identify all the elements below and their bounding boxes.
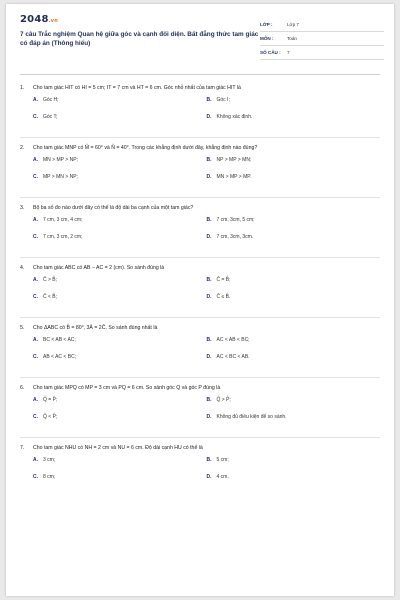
meta-label: MÔN :	[260, 36, 274, 41]
option-letter: A.	[33, 217, 38, 223]
answer-option-d[interactable]	[207, 413, 381, 421]
option-text: Góc I;	[216, 97, 230, 103]
meta-label: LỚP :	[260, 22, 273, 27]
option-text: 7 cm, 3 cm, 2 cm;	[43, 234, 83, 240]
option-letter: C.	[33, 234, 38, 240]
question-text: Cho ΔABC có B̂ = 80°, 3Â = 2Ĉ. So sánh đúng nhất là	[33, 325, 158, 331]
answer-option-d[interactable]	[207, 473, 381, 481]
answer-option-c[interactable]	[33, 353, 207, 361]
option-letter: A.	[33, 457, 38, 463]
answer-option-a[interactable]	[33, 456, 207, 464]
meta-value: Lớp 7	[287, 22, 299, 27]
option-text: 4 cm.	[216, 474, 229, 480]
answer-option-a[interactable]	[33, 396, 207, 404]
question-item	[20, 444, 380, 498]
question-number: 6.	[20, 385, 25, 391]
option-letter: D.	[206, 414, 212, 420]
question-number: 7.	[20, 445, 25, 451]
option-letter: A.	[33, 397, 38, 403]
option-text: MN > MP > NP;	[43, 157, 78, 163]
question-text: Cho tam giác MPQ có MP = 3 cm và PQ = 6 cm. So sánh góc Q và góc P đúng là	[33, 385, 221, 391]
answer-option-a[interactable]	[33, 336, 207, 344]
option-text: 8 cm;	[43, 474, 56, 480]
option-letter: B.	[206, 97, 212, 103]
option-text: NP > MP > MN;	[216, 157, 252, 163]
option-letter: B.	[206, 277, 212, 283]
option-text: Ĉ = B̂;	[216, 277, 231, 283]
question-item	[20, 384, 380, 438]
question-number: 5.	[20, 325, 25, 331]
option-letter: A.	[33, 277, 38, 283]
question-list	[20, 84, 380, 504]
question-item	[20, 264, 380, 318]
option-text: AC < BC < AB.	[216, 354, 250, 360]
question-text: Cho tam giác MNP có M̂ = 60° và N̂ = 40°. Trong các khẳng định dưới đây, khẳng định nào đúng?	[33, 145, 258, 151]
option-letter: C.	[33, 414, 38, 420]
answer-option-a[interactable]	[33, 96, 207, 104]
answer-option-b[interactable]	[207, 336, 381, 344]
question-number: 3.	[20, 205, 25, 211]
option-letter: B.	[206, 217, 212, 223]
question-item	[20, 84, 380, 138]
option-letter: D.	[206, 114, 212, 120]
question-number: 1.	[20, 85, 25, 91]
option-text: 5 cm;	[216, 457, 229, 463]
option-text: 3 cm;	[43, 457, 56, 463]
question-text: Cho tam giác ABC có AB − AC = 2 (cm). So sánh đúng là	[33, 265, 165, 271]
option-text: Q̂ = P̂;	[43, 397, 58, 403]
option-letter: A.	[33, 157, 38, 163]
answer-option-b[interactable]	[207, 276, 381, 284]
meta-row-count	[260, 46, 384, 60]
option-letter: D.	[206, 354, 212, 360]
question-number: 2.	[20, 145, 25, 151]
answer-option-d[interactable]	[207, 353, 381, 361]
question-text: Cho tam giác NHU có NH = 2 cm và NU = 6 cm. Độ dài cạnh HU có thể là	[33, 445, 203, 451]
answer-option-b[interactable]	[207, 216, 381, 224]
answer-option-c[interactable]	[33, 413, 207, 421]
option-letter: C.	[33, 114, 38, 120]
option-letter: C.	[33, 294, 38, 300]
option-text: MP > MN > NP;	[43, 174, 78, 180]
option-letter: D.	[206, 474, 212, 480]
answer-option-b[interactable]	[207, 456, 381, 464]
option-text: Ĉ > B̂;	[43, 277, 58, 283]
option-text: AB < AC < BC;	[43, 354, 77, 360]
answer-option-d[interactable]	[207, 293, 381, 301]
option-text: AC < AB < BC;	[216, 337, 250, 343]
option-text: Góc T;	[43, 114, 58, 120]
option-text: BC < AB < AC;	[43, 337, 76, 343]
option-letter: A.	[33, 97, 38, 103]
option-text: Ĉ < B̂;	[43, 294, 58, 300]
answer-option-a[interactable]	[33, 156, 207, 164]
question-item	[20, 324, 380, 378]
option-letter: C.	[33, 174, 38, 180]
option-letter: B.	[206, 337, 212, 343]
option-letter: D.	[206, 234, 212, 240]
document-page	[6, 4, 394, 596]
answer-option-a[interactable]	[33, 216, 207, 224]
option-text: Góc H;	[43, 97, 59, 103]
option-letter: B.	[206, 457, 212, 463]
answer-option-c[interactable]	[33, 473, 207, 481]
question-number: 4.	[20, 265, 25, 271]
option-text: Q̂ < P̂;	[43, 414, 58, 420]
meta-label: SỐ CÂU :	[260, 50, 281, 55]
answer-option-c[interactable]	[33, 173, 207, 181]
question-item	[20, 204, 380, 258]
question-text: Bộ ba số đo nào dưới đây có thể là độ dài ba cạnh của một tam giác?	[33, 205, 194, 211]
meta-row-subject	[260, 32, 384, 46]
logo-suffix: .vn	[48, 18, 58, 24]
answer-option-d[interactable]	[207, 113, 381, 121]
option-letter: B.	[206, 157, 212, 163]
option-text: Không xác định.	[216, 114, 253, 120]
answer-option-b[interactable]	[207, 96, 381, 104]
option-letter: A.	[33, 337, 38, 343]
question-item	[20, 144, 380, 198]
document-title: 7 câu Trắc nghiệm Quan hệ giữa góc và cạnh đối diện. Bất đẳng thức tam giác có đáp án (Thông hiểu)	[20, 31, 259, 47]
answer-option-a[interactable]	[33, 276, 207, 284]
meta-table	[260, 18, 384, 60]
option-text: 7 cm, 3cm, 5 cm;	[216, 217, 255, 223]
option-text: MN > MP > MP.	[216, 174, 252, 180]
meta-value: 7	[287, 50, 290, 55]
answer-option-b[interactable]	[207, 396, 381, 404]
answer-option-c[interactable]	[33, 233, 207, 241]
header-divider	[20, 74, 380, 75]
option-text: Q̂ > P̂;	[216, 397, 231, 403]
answer-option-b[interactable]	[207, 156, 381, 164]
site-logo[interactable]	[20, 14, 58, 25]
answer-option-c[interactable]	[33, 113, 207, 121]
answer-option-c[interactable]	[33, 293, 207, 301]
answer-option-d[interactable]	[207, 173, 381, 181]
option-letter: C.	[33, 474, 38, 480]
option-letter: D.	[206, 174, 212, 180]
option-text: Ĉ ≤ B̂.	[216, 294, 231, 300]
option-letter: C.	[33, 354, 38, 360]
option-letter: B.	[206, 397, 212, 403]
option-letter: D.	[206, 294, 212, 300]
answer-option-d[interactable]	[207, 233, 381, 241]
logo-text: 2048	[20, 14, 49, 25]
meta-row-class	[260, 18, 384, 32]
question-text: Cho tam giác HIT có HI = 5 cm; IT = 7 cm và HT = 6 cm. Góc nhỏ nhất của tam giác HIT là	[33, 85, 241, 91]
meta-value: Toán	[287, 36, 297, 41]
option-text: Không đủ điều kiện để so sánh.	[216, 414, 287, 420]
option-text: 7 cm, 3 cm, 4 cm;	[43, 217, 83, 223]
option-text: 7 cm, 3cm, 3cm.	[216, 234, 254, 240]
